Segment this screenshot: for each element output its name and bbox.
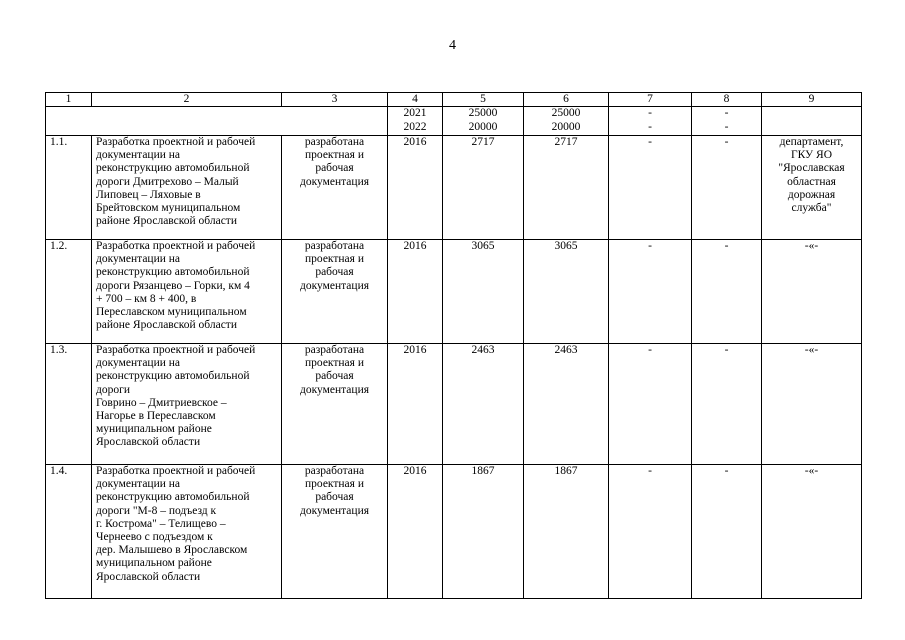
- row-year: 2016: [388, 240, 443, 344]
- amount-value: 20000: [468, 120, 498, 133]
- year-value: 2021: [403, 107, 427, 119]
- row-name-line: Нагорье в Переславском: [96, 410, 216, 423]
- dash-value: -: [724, 107, 729, 119]
- row-name-line: Разработка проектной и рабочей: [96, 136, 256, 148]
- row-name-line: реконструкцию автомобильной: [96, 162, 250, 175]
- row-c7: -: [609, 240, 692, 344]
- row-name-line: районе Ярославской области: [96, 319, 237, 332]
- continuation-col8: [692, 107, 762, 136]
- row-name-line: Переславском муниципальном: [96, 306, 247, 319]
- row-name-line: районе Ярославской области: [96, 215, 237, 228]
- row-result-line: проектная и: [305, 253, 364, 266]
- column-number-row: [46, 93, 862, 107]
- column-header: 7: [609, 93, 692, 107]
- row-executor-line: служба": [791, 202, 832, 215]
- row-year: 2016: [388, 136, 443, 240]
- row-result-line: документация: [299, 383, 370, 396]
- row-result: [282, 136, 388, 240]
- row-c7: -: [609, 465, 692, 599]
- row-year: 2016: [388, 465, 443, 599]
- row-result: [282, 344, 388, 465]
- row-c6: 3065: [524, 240, 609, 344]
- row-result-line: проектная и: [305, 149, 364, 162]
- row-c8: -: [692, 240, 762, 344]
- program-table: [45, 92, 862, 599]
- row-c7: -: [609, 344, 692, 465]
- row-c8: -: [692, 136, 762, 240]
- row-result-line: разработана: [304, 240, 365, 252]
- row-name: [92, 136, 282, 240]
- row-c5: 3065: [443, 240, 524, 344]
- row-name-line: дороги Рязанцево – Горки, км 4: [96, 279, 250, 292]
- row-name: [92, 344, 282, 465]
- row-name-line: дороги Дмитрехово – Малый: [96, 175, 239, 188]
- row-name-line: дер. Малышево в Ярославском: [96, 544, 248, 557]
- row-name-line: документации на: [96, 357, 181, 370]
- row-c8: -: [692, 344, 762, 465]
- row-name-line: документации на: [96, 253, 181, 266]
- row-result-line: разработана: [304, 465, 365, 477]
- row-year: 2016: [388, 344, 443, 465]
- row-c6: 2717: [524, 136, 609, 240]
- dash-value: -: [648, 120, 652, 133]
- row-result-line: рабочая: [315, 370, 354, 383]
- row-result: [282, 240, 388, 344]
- row-executor: [762, 136, 862, 240]
- amount-value: 25000: [551, 107, 581, 119]
- row-c5: 2717: [443, 136, 524, 240]
- row-name-line: Разработка проектной и рабочей: [96, 240, 256, 252]
- row-result: [282, 465, 388, 599]
- row-result-line: документация: [299, 175, 370, 188]
- column-header: 1: [46, 93, 92, 107]
- row-executor-line: "Ярославская: [778, 162, 845, 175]
- column-header: 8: [692, 93, 762, 107]
- row-name-line: Чернеево с подъездом к: [96, 531, 213, 544]
- row-name-line: муниципальном районе: [96, 557, 212, 570]
- continuation-col7: [609, 107, 692, 136]
- row-name-line: дороги: [96, 383, 130, 396]
- row-executor-line: -«-: [804, 465, 819, 477]
- amount-value: 20000: [551, 120, 581, 133]
- row-executor-line: ГКУ ЯО: [790, 149, 833, 162]
- continuation-col6: [524, 107, 609, 136]
- row-result-line: разработана: [304, 136, 365, 148]
- row-name-line: дороги "М-8 – подъезд к: [96, 504, 217, 517]
- column-header: 6: [524, 93, 609, 107]
- row-name-line: г. Кострома" – Телищево –: [96, 517, 226, 530]
- column-header: 4: [388, 93, 443, 107]
- row-result-line: проектная и: [305, 478, 364, 491]
- row-name-line: реконструкцию автомобильной: [96, 266, 250, 279]
- column-header: 2: [92, 93, 282, 107]
- table-row: [46, 240, 862, 344]
- column-header: 9: [762, 93, 862, 107]
- row-executor: [762, 240, 862, 344]
- row-result-line: документация: [299, 279, 370, 292]
- table-row: [46, 465, 862, 599]
- row-c6: 2463: [524, 344, 609, 465]
- table-row: [46, 344, 862, 465]
- row-executor-line: департамент,: [779, 136, 844, 148]
- row-number: 1.1.: [46, 136, 92, 240]
- column-header: 5: [443, 93, 524, 107]
- row-name-line: Разработка проектной и рабочей: [96, 465, 256, 477]
- row-number: 1.4.: [46, 465, 92, 599]
- row-executor: [762, 344, 862, 465]
- row-name-line: Ярославской области: [96, 570, 201, 583]
- continuation-executor-cell: [762, 107, 862, 136]
- row-executor-line: областная: [787, 175, 836, 188]
- row-result-line: разработана: [304, 344, 365, 356]
- amount-value: 25000: [468, 107, 498, 119]
- row-name-line: Брейтовском муниципальном: [96, 202, 241, 215]
- continuation-empty-cell: [46, 107, 388, 136]
- row-name: [92, 240, 282, 344]
- row-name-line: Липовец – Ляховые в: [96, 188, 201, 201]
- row-name-line: Ярославской области: [96, 436, 201, 449]
- row-name-line: документации на: [96, 478, 181, 491]
- row-number: 1.2.: [46, 240, 92, 344]
- row-name-line: Разработка проектной и рабочей: [96, 344, 256, 356]
- row-executor: [762, 465, 862, 599]
- row-name-line: + 700 – км 8 + 400, в: [96, 292, 197, 305]
- row-result-line: рабочая: [315, 266, 354, 279]
- row-c8: -: [692, 465, 762, 599]
- row-executor-line: -«-: [804, 344, 819, 356]
- row-name-line: реконструкцию автомобильной: [96, 491, 250, 504]
- row-result-line: документация: [299, 504, 370, 517]
- row-name-line: муниципальном районе: [96, 423, 212, 436]
- row-executor-line: -«-: [804, 240, 819, 252]
- row-name-line: документации на: [96, 149, 181, 162]
- continuation-row: [46, 107, 862, 136]
- row-c6: 1867: [524, 465, 609, 599]
- column-header: 3: [282, 93, 388, 107]
- row-name-line: Говрино – Дмитриевское –: [96, 396, 227, 409]
- row-result-line: рабочая: [315, 491, 354, 504]
- row-executor-line: дорожная: [787, 188, 836, 201]
- dash-value: -: [648, 107, 652, 119]
- row-name: [92, 465, 282, 599]
- dash-value: -: [724, 120, 729, 133]
- row-c5: 2463: [443, 344, 524, 465]
- continuation-years: [388, 107, 443, 136]
- row-c5: 1867: [443, 465, 524, 599]
- row-c7: -: [609, 136, 692, 240]
- row-result-line: рабочая: [315, 162, 354, 175]
- table-body: [46, 136, 862, 599]
- table-row: [46, 136, 862, 240]
- row-name-line: реконструкцию автомобильной: [96, 370, 250, 383]
- row-number: 1.3.: [46, 344, 92, 465]
- row-result-line: проектная и: [305, 357, 364, 370]
- year-value: 2022: [403, 120, 427, 133]
- page-number: 4: [449, 38, 456, 53]
- continuation-col5: [443, 107, 524, 136]
